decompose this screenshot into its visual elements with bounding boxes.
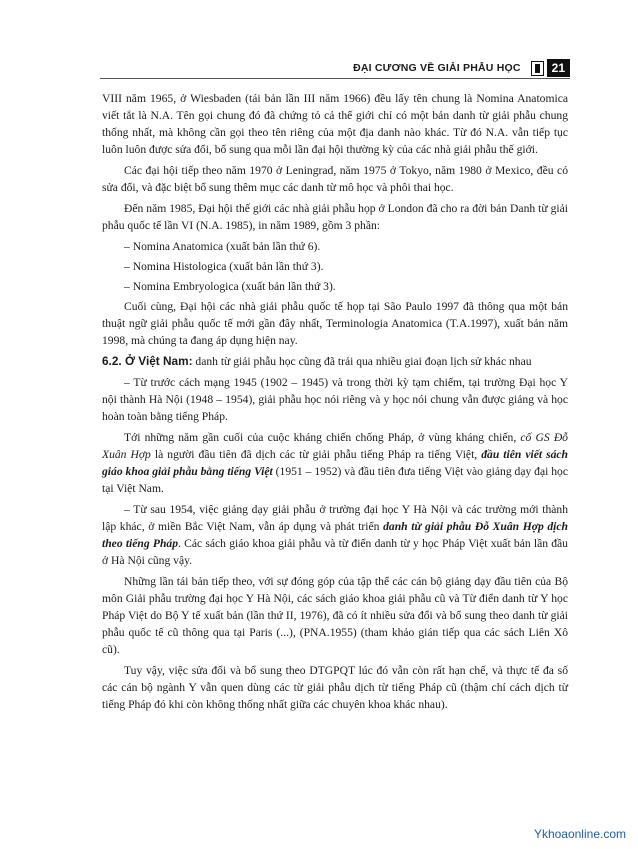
emphasis-bold-italic: đầu tiên viết sách giáo khoa giải phẫu bằng tiếng Việt — [102, 448, 568, 478]
paragraph: Cuối cùng, Đại hội các nhà giải phẫu quốc tế họp tại São Paulo 1997 đã thông qua một bản thuật ngữ giải phẫu quốc tế mới gần đây nhất, Terminologia Anatomica (T.A.1997), xuất bản năm 1998, mà chúng ta đang áp dụng hiện nay. — [102, 300, 568, 347]
page-body — [102, 90, 568, 717]
text-run: là người đầu tiên đã dịch các từ giải phẫu tiếng Pháp ra tiếng Việt, — [150, 448, 482, 461]
paragraph: VIII năm 1965, ở Wiesbaden (tái bản lần III năm 1966) đều lấy tên chung là Nomina Anatomica viết tắt là N.A. Tên gọi chung đó đã chứng tỏ cả thế giới chỉ có một bản danh từ giải phẫu chung thống nhất, mà không cần gọi theo tên riêng của một địa danh nào khác. Từ đó N.A. vẫn tiếp tục luôn luôn được sửa đổi, bổ sung qua mỗi lần đại hội thường kỳ của các nhà giải phẫu thế giới. — [102, 92, 568, 156]
paragraph — [102, 501, 568, 569]
paragraph: – Từ trước cách mạng 1945 (1902 – 1945) và trong thời kỳ tạm chiếm, tại trường Đại học Y nội thành Hà Nội (1948 – 1954), giải phẫu học nói riêng và y học nói chung vẫn được giảng và học hoàn toàn bằng tiếng Pháp. — [102, 376, 568, 423]
watermark-link[interactable]: Ykhoaonline.com — [533, 827, 626, 841]
section-heading-text: danh từ giải phẫu học cũng đã trải qua nhiều giai đoạn lịch sử khác nhau — [192, 355, 532, 368]
paragraph — [102, 429, 568, 497]
running-title: ĐẠI CƯƠNG VỀ GIẢI PHẪU HỌC — [353, 62, 521, 74]
text-run: Tới những năm gần cuối của cuộc kháng chiến chống Pháp, ở vùng kháng chiến, — [124, 431, 521, 444]
paragraph: Đến năm 1985, Đại hội thế giới các nhà giải phẫu họp ở London đã cho ra đời bản Danh từ giải phẫu quốc tế lần VI (N.A. 1985), in năm 1989, gồm 3 phần: — [102, 202, 568, 232]
text-run: – Từ sau 1954, việc giảng dạy giải phẫu ở trường đại học Y Hà Nội và các trường mới thành lập khác, ở miền Bắc Việt Nam, vẫn áp dụng và phát triển — [102, 503, 568, 533]
book-emblem-icon — [531, 61, 544, 76]
paragraph: Tuy vậy, việc sửa đổi và bổ sung theo DTGPQT lúc đó vẫn còn rất hạn chế, và thực tế đa số các cán bộ ngành Y vẫn quen dùng các từ giải phẫu dịch từ tiếng Pháp cũ (thậm chí cách dịch từ tiếng Pháp đó khi còn không thống nhất giữa các chuyên khoa khác nhau). — [102, 664, 568, 711]
paragraph: Các đại hội tiếp theo năm 1970 ở Leningrad, năm 1975 ở Tokyo, năm 1980 ở Mexico, đều có sửa đổi, và đặc biệt bổ sung thêm mục các danh từ mô học và phôi thai học. — [102, 164, 568, 194]
list-item: – Nomina Histologica (xuất bản lần thứ 3). — [124, 260, 324, 273]
section-heading: 6.2. Ở Việt Nam: — [102, 354, 193, 368]
list-item: – Nomina Embryologica (xuất bản lần thứ 3). — [124, 280, 336, 293]
page-header — [100, 58, 570, 79]
emphasis-name: cố GS Đỗ Xuân Hợp — [102, 431, 568, 461]
emphasis-bold-italic: danh từ giải phẫu Đỗ Xuân Hợp dịch theo tiếng Pháp — [102, 520, 568, 550]
list-item: – Nomina Anatomica (xuất bản lần thứ 6). — [124, 240, 321, 253]
paragraph: Những lần tái bản tiếp theo, với sự đóng góp của tập thể các cán bộ giảng dạy đầu tiên của Bộ môn Giải phẫu trường đại học Y Hà Nội, các sách giáo khoa giải phẫu cũ và Từ điển danh từ Y học Pháp Việt do Bộ Y tế xuất bản (lần thứ II, 1976), đã có ít nhiều sửa đổi và bổ sung theo danh từ giải phẫu quốc tế cũ thông qua tại Paris (...), (PNA.1955) (tham khảo gián tiếp qua các sách Liên Xô cũ). — [102, 575, 568, 656]
text-run: . Các sách giáo khoa giải phẫu và từ điển danh từ y học Pháp Việt xuất bản lần đầu ở Hà Nội cũng vậy. — [102, 537, 568, 567]
section-heading-paragraph — [102, 353, 568, 370]
page-number: 21 — [547, 59, 570, 77]
text-run: (1951 – 1952) và đầu tiên đưa tiếng Việt vào giảng dạy đại học tại Việt Nam. — [102, 465, 568, 495]
